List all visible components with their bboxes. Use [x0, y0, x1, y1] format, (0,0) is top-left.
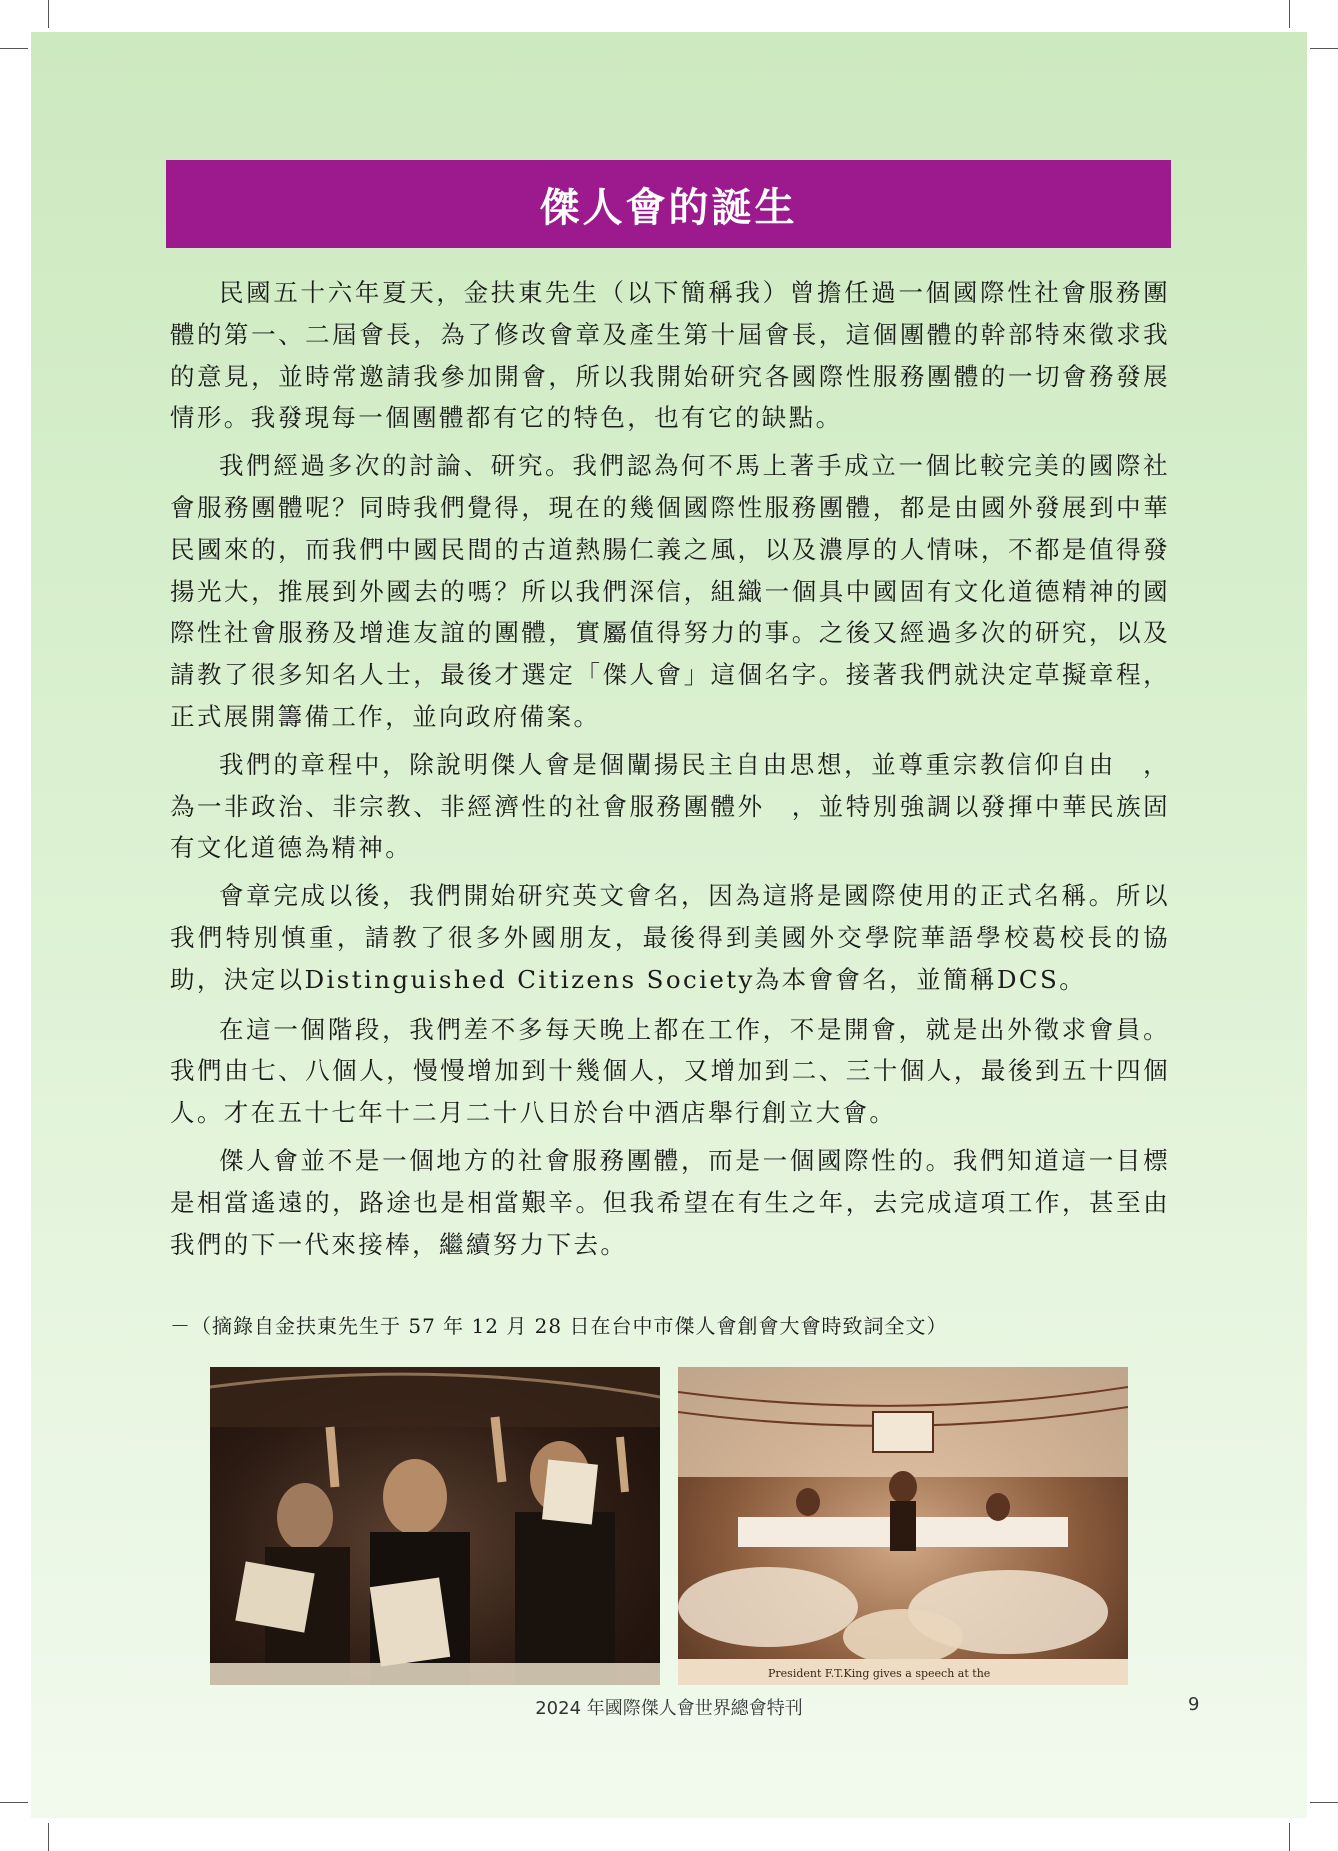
photo-founding-assembly-image	[678, 1367, 1128, 1685]
article-body	[170, 272, 1170, 1265]
paragraph: 傑人會並不是一個地方的社會服務團體，而是一個國際性的。我們知道這一目標是相當遙遠的，路途也是相當艱辛。但我希望在有生之年，去完成這項工作，甚至由我們的下一代來接棒，繼續努力下去。	[170, 1145, 1170, 1259]
paragraph: 民國五十六年夏天，金扶東先生（以下簡稱我）曾擔任過一個國際性社會服務團體的第一、二屆會長，為了修改會章及產生第十屆會長，這個團體的幹部特來徵求我的意見，並時常邀請我參加開會，所以我開始研究各國際性服務團體的一切會務發展情形。我發現每一個團體都有它的特色，也有它的缺點。	[170, 278, 1170, 433]
paragraph: 會章完成以後，我們開始研究英文會名，因為這將是國際使用的正式名稱。所以我們特別慎重，請教了很多外國朋友，最後得到美國外交學院華語學校葛校長的協助，決定以Distinguished Citizens Society為本會會名，並簡稱DCS。	[170, 881, 1170, 994]
source-note: －（摘錄自金扶東先生于 57 年 12 月 28 日在台中市傑人會創會大會時致詞全文）	[170, 1314, 948, 1338]
crop-mark	[1289, 0, 1290, 28]
photo-oath-ceremony-image	[210, 1367, 660, 1685]
photo-founding-assembly	[678, 1367, 1128, 1685]
crop-mark	[1310, 48, 1338, 49]
crop-mark	[0, 48, 28, 49]
page-title: 傑人會的誕生	[539, 184, 798, 231]
paragraph: 在這一個階段，我們差不多每天晚上都在工作，不是開會，就是出外徵求會員。我們由七、八個人，慢慢增加到十幾個人，又增加到二、三十個人，最後到五十四個人。才在五十七年十二月二十八日於台中酒店舉行創立大會。	[170, 1014, 1170, 1128]
crop-mark	[1289, 1823, 1290, 1851]
crop-mark	[1310, 1802, 1338, 1803]
crop-mark	[0, 1802, 28, 1803]
crop-mark	[48, 0, 49, 28]
crop-mark	[48, 1823, 49, 1851]
page-number: 9	[1188, 1694, 1200, 1715]
paragraph: 我們經過多次的討論、研究。我們認為何不馬上著手成立一個比較完美的國際社會服務團體呢？同時我們覺得，現在的幾個國際性服務團體，都是由國外發展到中華民國來的，而我們中國民間的古道熱腸仁義之風，以及濃厚的人情味，不都是值得發揚光大，推展到外國去的嗎？所以我們深信，組織一個具中國固有文化道德精神的國際性社會服務及增進友誼的團體，實屬值得努力的事。之後又經過多次的研究，以及請教了很多知名人士，最後才選定「傑人會」這個名字。接著我們就決定草擬章程，正式展開籌備工作，並向政府備案。	[170, 451, 1170, 731]
photo-caption: President F.T.King gives a speech at the	[768, 1667, 991, 1680]
title-banner	[166, 160, 1171, 248]
paragraph: 我們的章程中，除說明傑人會是個闡揚民主自由思想，並尊重宗教信仰自由 ，為一非政治、非宗教、非經濟性的社會服務團體外 ，並特別強調以發揮中華民族固有文化道德為精神。	[170, 749, 1170, 863]
publication-title: 2024 年國際傑人會世界總會特刊	[535, 1698, 803, 1719]
photo-oath-ceremony	[210, 1367, 660, 1685]
